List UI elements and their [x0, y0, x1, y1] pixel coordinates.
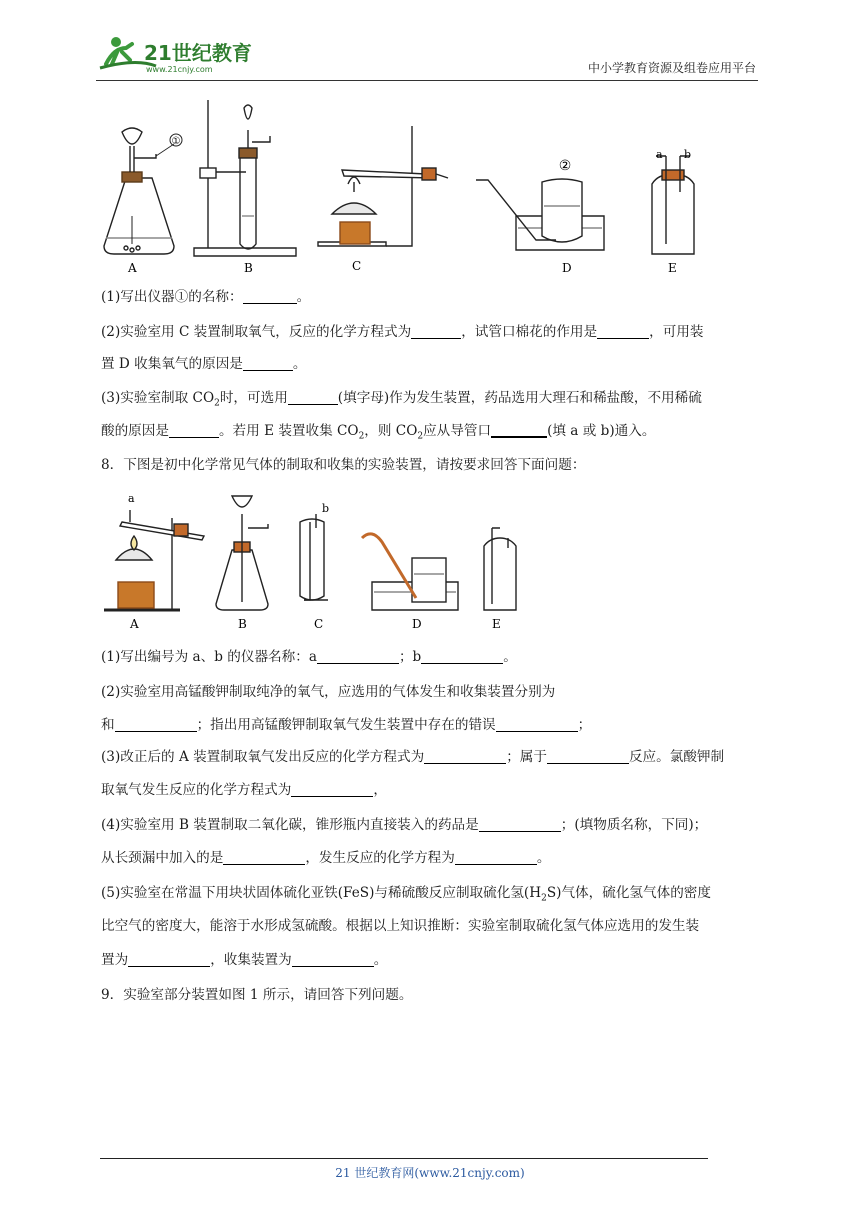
platform-name: 中小学教育资源及组卷应用平台 — [587, 61, 756, 75]
answer-blank[interactable] — [455, 849, 537, 865]
answer-blank[interactable] — [597, 323, 649, 339]
answer-blank[interactable] — [496, 716, 578, 732]
svg-text:C: C — [314, 617, 324, 631]
q8-part2-line2: 和 ；指出用高锰酸钾制取氧气发生装置中存在的错误 ； — [101, 717, 592, 733]
svg-text:B: B — [244, 261, 253, 275]
answer-blank[interactable] — [317, 648, 399, 664]
svg-text:①: ① — [171, 136, 181, 147]
answer-blank[interactable] — [479, 816, 561, 832]
answer-blank[interactable] — [491, 421, 547, 438]
answer-blank[interactable] — [288, 389, 338, 405]
q8-part5-line1: (5)实验室在常温下用块状固体硫化亚铁(FeS)与稀硫酸反应制取硫化氢$(H_2S)$气体，硫化氢气体的密度 — [101, 885, 711, 904]
answer-blank[interactable] — [128, 951, 210, 967]
answer-blank[interactable] — [243, 288, 297, 304]
q8-part4-line1: (4)实验室用 B 装置制取二氧化碳，锥形瓶内直接装入的药品是 ；(填物质名称，下同)； — [101, 817, 708, 833]
q8-part2-line1: (2)实验室用高锰酸钾制取纯净的氧气，应选用的气体发生和收集装置分别为 — [101, 684, 556, 700]
svg-text:A: A — [128, 261, 137, 275]
q7-part2-line2: 置 D 收集氧气的原因是 。 — [101, 356, 307, 372]
svg-text:E: E — [668, 261, 677, 275]
svg-text:b: b — [322, 502, 330, 515]
q7-part2-line1: (2)实验室用 C 装置制取氧气，反应的化学方程式为 ，试管口棉花的作用是 ，可用装 — [101, 324, 704, 340]
q8-part5-line2: 比空气的密度大，能溶于水形成氢硫酸。根据以上知识推断：实验室制取硫化氢气体应选用的发生装 — [101, 918, 700, 934]
q7-part3-line1: (3)实验室制取 $CO_2$时，可选用 (填字母)作为发生装置，药品选用大理石和稀盐酸，不用稀硫 — [101, 390, 702, 409]
apparatus-figure-2 — [100, 488, 520, 634]
svg-text:②: ② — [558, 158, 572, 174]
svg-text:C: C — [352, 259, 362, 273]
q9-title: 9．实验室部分装置如图 1 所示，请回答下列问题。 — [101, 987, 413, 1003]
svg-text:www.21cnjy.com: www.21cnjy.com — [146, 65, 213, 74]
q8-part1: (1)写出编号为 a、b 的仪器名称：a ；b 。 — [101, 649, 517, 665]
answer-blank[interactable] — [292, 951, 374, 967]
q8-title: 8．下图是初中化学常见气体的制取和收集的实验装置，请按要求回答下面问题： — [101, 457, 586, 473]
q7-part1: (1)写出仪器①的名称： 。 — [101, 289, 311, 305]
page-header — [96, 34, 758, 81]
svg-text:a: a — [656, 148, 663, 161]
site-logo — [96, 34, 266, 76]
q8-part4-line2: 从长颈漏中加入的是 ，发生反应的化学方程为 。 — [101, 850, 551, 866]
q8-part3-line1: (3)改正后的 A 装置制取氧气发出反应的化学方程式为 ；属于 反应。氯酸钾制 — [101, 749, 725, 765]
svg-text:D: D — [562, 261, 572, 275]
q8-part5-line3: 置为 ，收集装置为 。 — [101, 952, 388, 968]
answer-blank[interactable] — [115, 716, 197, 732]
footer-text[interactable]: 21 世纪教育网(www.21cnjy.com) — [335, 1166, 525, 1180]
answer-blank[interactable] — [547, 748, 629, 764]
svg-text:B: B — [238, 617, 247, 631]
answer-blank[interactable] — [243, 355, 293, 371]
answer-blank[interactable] — [424, 748, 506, 764]
answer-blank[interactable] — [411, 323, 461, 339]
svg-text:21世纪教育: 21世纪教育 — [144, 41, 252, 65]
svg-text:b: b — [684, 148, 692, 161]
svg-text:E: E — [492, 617, 501, 631]
q8-part3-line2: 取氧气发生反应的化学方程式为 ， — [101, 782, 387, 798]
q7-part3-line2: 酸的原因是 。若用 E 装置收集 $CO_2$，则 $CO_2$应从导管口 (填 a 或 b)通入。 — [101, 423, 656, 442]
answer-blank[interactable] — [223, 849, 305, 865]
apparatus-figure-1 — [96, 96, 716, 278]
answer-blank[interactable] — [421, 648, 503, 664]
svg-text:a: a — [128, 492, 135, 505]
svg-text:D: D — [412, 617, 422, 631]
svg-text:A: A — [130, 617, 139, 631]
answer-blank[interactable] — [291, 781, 373, 797]
footer-divider — [100, 1158, 708, 1159]
answer-blank[interactable] — [169, 422, 219, 438]
